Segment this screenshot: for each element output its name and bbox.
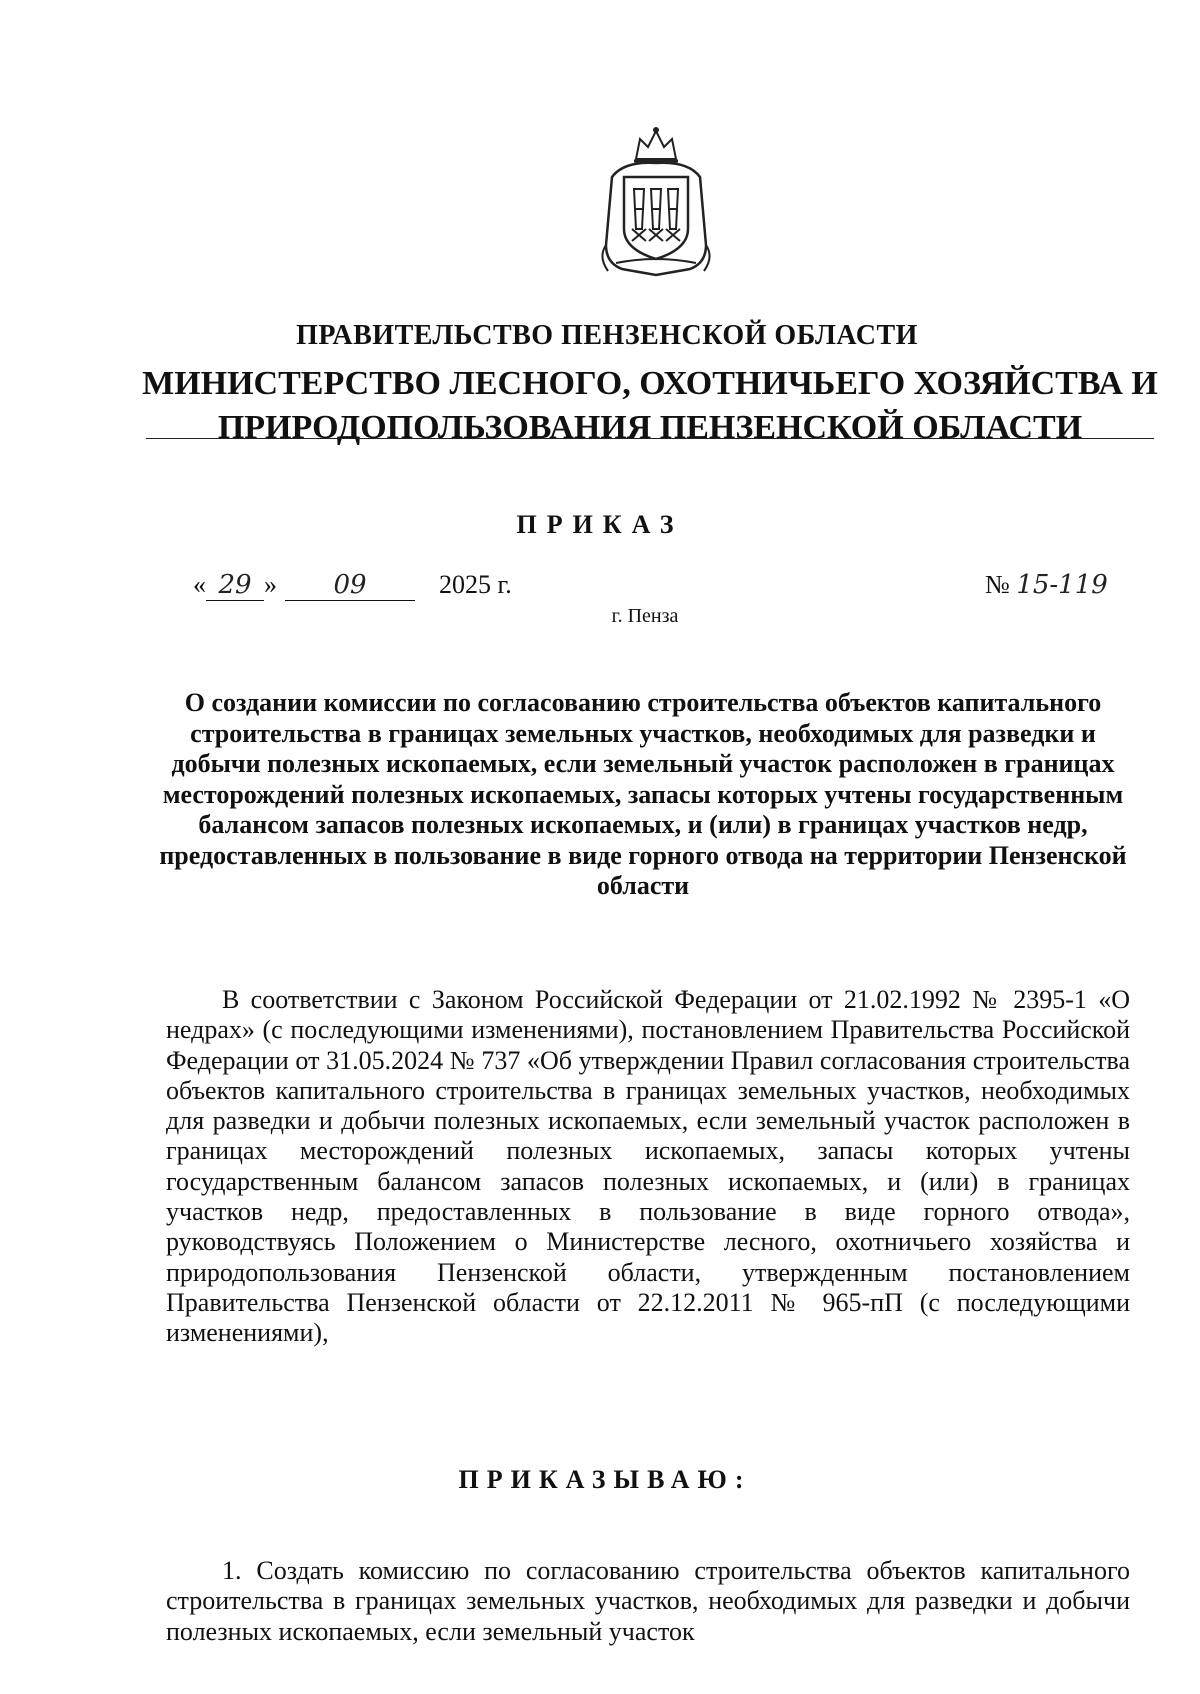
date-year: 2025 г. [439,570,512,599]
order-title: ПРИКАЗ [516,510,684,539]
order-item-1: 1. Создать комиссию по согласованию строительства объектов капитального строительства в границах земельных участков, необходимых для разведки и добычи полезных ископаемых, если земельный участок [166,1556,1130,1646]
preamble-paragraph: В соответствии с Законом Российской Федерации от 21.02.1992 № 2395-1 «О недрах» (с последующими изменениями), постановлением Правительства Российской Федерации от 31.05.2024 № 737 «Об утверждении Правил согласования строительства объектов капитального строительства в границах земельных участков, необходимых для разведки и добычи полезных ископаемых, если земельный участок расположен в границах месторождений полезных ископаемых, запасы которых учтены государственным балансом запасов полезных ископаемых, и (или) в границах участков недр, предоставленных в пользование в виде горного отвода», руководствуясь Положением о Министерстве лесного, охотничьего хозяйства и природопользования Пензенской области, утвержденным постановлением Правительства Пензенской области от 22.12.2011 № 965-пП (с последующими изменениями), [166,985,1130,1348]
order-subject: О создании комиссии по согласованию строительства объектов капитального строительства в границах земельных участков, необходимых для разведки и добычи полезных ископаемых, если земельный участок расположен в границах месторождений полезных ископаемых, запасы которых учтены государственным балансом запасов полезных ископаемых, и (или) в границах участков недр, предоставленных в пользование в виде горного отвода на территории Пензенской области [159,688,1127,900]
order-date [193,570,512,604]
date-day-handwritten: 29 [206,570,264,601]
government-title: ПРАВИТЕЛЬСТВО ПЕНЗЕНСКОЙ ОБЛАСТИ [296,320,918,351]
date-open-quote: « [193,570,206,599]
orders-heading: ПРИКАЗЫВАЮ: [458,1465,752,1494]
date-close-quote: » [264,570,277,599]
ministry-title: МИНИСТЕРСТВО ЛЕСНОГО, ОХОТНИЧЬЕГО ХОЗЯЙСТВА И ПРИРОДОПОЛЬЗОВАНИЯ ПЕНЗЕНСКОЙ ОБЛАСТИ [142,365,1158,446]
order-number [985,570,1108,600]
order-number-handwritten: 15-119 [1016,570,1108,600]
header-divider [146,438,1154,439]
date-month-handwritten: 09 [285,570,415,601]
coat-of-arms-emblem [594,125,718,277]
order-number-label: № [985,570,1010,599]
order-city: г. Пенза [611,605,679,627]
